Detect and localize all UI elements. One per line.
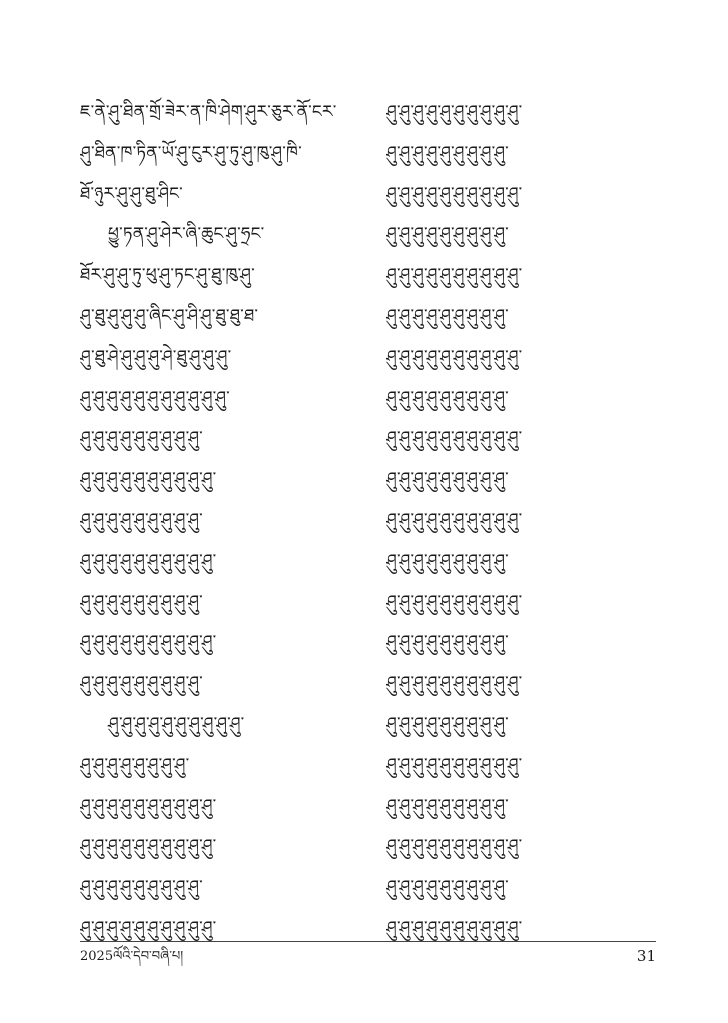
text-line: ཤུ་ཤུ་ཤུ་ཤུ་ཤུ་ཤུ་ཤུ་ཤུ་ཤུ་ [386,305,509,326]
text-line: ཤུ་ཤུ་ཤུ་ཤུ་ཤུ་ཤུ་ཤུ་ཤུ་ཤུ་ [80,428,203,449]
footer-divider [80,941,656,942]
text-line: ཤུ་ཤུ་ཤུ་ཤུ་ཤུ་ཤུ་ཤུ་ཤུ་ཤུ་ [386,795,509,816]
text-line: ཤུ་ཤུ་ཤུ་ཤུ་ཤུ་ཤུ་ཤུ་ཤུ་ཤུ་ཤུ་ [80,836,217,857]
text-line: ཤུ་ཐུ་ཤེ་ཤུ་ཤུ་ཤུ་ཤེ་ཐུ་ཤུ་ཤུ་ཤུ་ [80,346,232,367]
text-line: ཐོ་ཉུར་ཤུ་ཤུ་ཐུ་ཤིང་ [80,183,183,204]
text-line: ཤུ་ཤུ་ཤུ་ཤུ་ཤུ་ཤུ་ཤུ་ཤུ་ཤུ་ཤུ་ [386,509,523,530]
issue-label: 2025ལོའི་དེབ་བཞི་པ། [80,949,184,964]
text-line: ཤུ་ཤུ་ཤུ་ཤུ་ཤུ་ཤུ་ཤུ་ཤུ་ཤུ་ [386,550,509,571]
text-line: ཐོར་ཤུ་ཤུ་ཏུ་ཕུ་ཤུ་ཏང་ཤུ་ཐུ་ཁུ་ཤུ་ [80,265,255,286]
text-line: ཤུ་ཤུ་ཤུ་ཤུ་ཤུ་ཤུ་ཤུ་ཤུ་ཤུ་ [386,713,509,734]
text-line: ཤུ་ཤུ་ཤུ་ཤུ་ཤུ་ཤུ་ཤུ་ཤུ་ཤུ་ [80,591,203,612]
text-line: ཤུ་ཤུ་ཤུ་ཤུ་ཤུ་ཤུ་ཤུ་ཤུ་ཤུ་ཤུ་ [386,102,523,122]
text-line: ཤུ་ཤུ་ཤུ་ཤུ་ཤུ་ཤུ་ཤུ་ཤུ་ཤུ་ཤུ་ [80,632,217,653]
text-line: ཤུ་ཤུ་ཤུ་ཤུ་ཤུ་ཤུ་ཤུ་ཤུ་ཤུ་ [80,877,203,898]
text-line: ཤུ་ཤུ་ཤུ་ཤུ་ཤུ་ཤུ་ཤུ་ཤུ་ཤུ་ཤུ་ [108,713,245,734]
text-line: ཤུ་ཤུ་ཤུ་ཤུ་ཤུ་ཤུ་ཤུ་ཤུ་ཤུ་ཤུ་ [386,917,523,938]
text-line: ཤུ་ཤུ་ཤུ་ཤུ་ཤུ་ཤུ་ཤུ་ཤུ་ [80,754,190,775]
text-line: ཤུ་ཤུ་ཤུ་ཤུ་ཤུ་ཤུ་ཤུ་ཤུ་ཤུ་ཤུ་ [386,591,523,612]
text-line: ཤུ་ཤུ་ཤུ་ཤུ་ཤུ་ཤུ་ཤུ་ཤུ་ཤུ་ཤུ་ [386,428,523,449]
text-line: ཤུ་ཤུ་ཤུ་ཤུ་ཤུ་ཤུ་ཤུ་ཤུ་ཤུ་ཤུ་ [386,754,523,775]
text-line: ཤུ་ཤུ་ཤུ་ཤུ་ཤུ་ཤུ་ཤུ་ཤུ་ཤུ་ [80,509,203,530]
text-line: ཤུ་ཤུ་ཤུ་ཤུ་ཤུ་ཤུ་ཤུ་ཤུ་ཤུ་ [386,142,509,163]
text-line: ཤུ་ཤུ་ཤུ་ཤུ་ཤུ་ཤུ་ཤུ་ཤུ་ཤུ་ཤུ་ [80,550,217,571]
text-line: ཤུ་ཤུ་ཤུ་ཤུ་ཤུ་ཤུ་ཤུ་ཤུ་ཤུ་ཤུ་ [80,469,217,490]
text-line: ཇ་ནེ་ཤུ་ཐིན་གྲོ་ཟེར་ན་ཁི་ཤེག་ཤུར་ཅུར་ནོ་ངར་ [80,102,337,122]
left-text-column [80,92,362,949]
text-line: ཤུ་ཤུ་ཤུ་ཤུ་ཤུ་ཤུ་ཤུ་ཤུ་ཤུ་ [386,224,509,245]
text-line: ཤུ་ཤུ་ཤུ་ཤུ་ཤུ་ཤུ་ཤུ་ཤུ་ཤུ་ཤུ་ [80,917,217,938]
text-line: ཤུ་ཤུ་ཤུ་ཤུ་ཤུ་ཤུ་ཤུ་ཤུ་ཤུ་ཤུ་ [80,795,217,816]
text-line: ཤུ་ཤུ་ཤུ་ཤུ་ཤུ་ཤུ་ཤུ་ཤུ་ཤུ་ཤུ་ [386,836,523,857]
text-line: ཤུ་ཤུ་ཤུ་ཤུ་ཤུ་ཤུ་ཤུ་ཤུ་ཤུ་ [386,877,509,898]
text-line: ཤུ་ཤུ་ཤུ་ཤུ་ཤུ་ཤུ་ཤུ་ཤུ་ཤུ་ཤུ་ [386,265,523,286]
text-line: ཤུ་ཐུ་ཤུ་ཤུ་ཤུ་ཞིང་ཤུ་ཤི་ཤུ་ཐུ་ཐུ་ཐ་ [80,305,259,326]
text-line: ཤུ་ཤུ་ཤུ་ཤུ་ཤུ་ཤུ་ཤུ་ཤུ་ཤུ་ [386,632,509,653]
page-number: 31 [636,947,656,965]
text-line: ཤུ་ཤུ་ཤུ་ཤུ་ཤུ་ཤུ་ཤུ་ཤུ་ཤུ་ཤུ་ [386,673,523,694]
text-line: ཤུ་ཤུ་ཤུ་ཤུ་ཤུ་ཤུ་ཤུ་ཤུ་ཤུ་ [386,469,509,490]
text-line: ཕྱུ་ཏན་ཤུ་ཤེར་ཞི་ཆུང་ཤུ་ཧྲང་ [108,224,265,245]
text-line: ཤུ་ཤུ་ཤུ་ཤུ་ཤུ་ཤུ་ཤུ་ཤུ་ཤུ་ [80,673,203,694]
text-line: ཤུ་ཤུ་ཤུ་ཤུ་ཤུ་ཤུ་ཤུ་ཤུ་ཤུ་ [386,387,509,408]
text-line: ཤུ་ཐིན་ཁ་ཏིན་ཡོ་ཤུ་ངུར་ཤུ་ཏུ་ཤུ་ཁུ་ཤུ་ཁི་ [80,142,302,163]
right-text-column [386,92,668,949]
text-line: ཤུ་ཤུ་ཤུ་ཤུ་ཤུ་ཤུ་ཤུ་ཤུ་ཤུ་ཤུ་ [386,346,523,367]
text-line: ཤུ་ཤུ་ཤུ་ཤུ་ཤུ་ཤུ་ཤུ་ཤུ་ཤུ་ཤུ་ [386,183,523,204]
text-line: ཤུ་ཤུ་ཤུ་ཤུ་ཤུ་ཤུ་ཤུ་ཤུ་ཤུ་ཤུ་ཤུ་ [80,387,230,408]
